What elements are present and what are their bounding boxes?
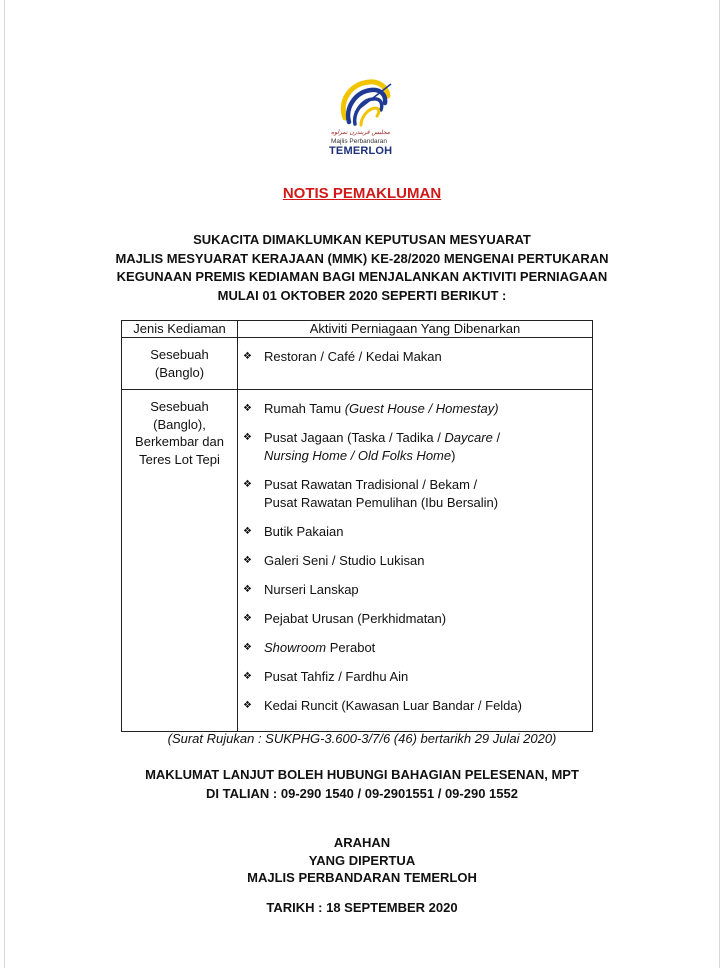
- column-header-activities: Aktiviti Perniagaan Yang Dibenarkan: [238, 321, 593, 338]
- signoff-line: YANG DIPERTUA: [308, 852, 416, 868]
- activities-cell: [238, 390, 593, 732]
- residence-type-line: (Banglo),: [153, 416, 206, 432]
- residence-type-cell: [122, 338, 238, 390]
- residence-type-line: (Banglo): [154, 364, 205, 380]
- intro-line: SUKACITA DIMAKLUMKAN KEPUTUSAN MESYUARAT: [193, 232, 531, 247]
- activity-item: [264, 523, 591, 541]
- activity-item: [264, 668, 591, 686]
- intro-line: MAJLIS MESYUARAT KERAJAAN (MMK) KE-28/2020 MENGENAI PERTUKARAN: [115, 250, 609, 266]
- activity-item: [264, 552, 591, 570]
- residence-type-line: Sesebuah: [150, 399, 209, 414]
- signoff-line: ARAHAN: [333, 835, 391, 850]
- business-activity-table: [121, 320, 593, 732]
- logo-name: TEMERLOH: [329, 145, 393, 157]
- activity-text: Showroom: [264, 640, 327, 655]
- activity-text: Pejabat Urusan (Perkhidmatan): [264, 611, 447, 626]
- signoff-line: MAJLIS PERBANDARAN TEMERLOH: [247, 870, 477, 885]
- activity-item: [264, 348, 591, 366]
- activity-text: Butik Pakaian: [264, 524, 344, 539]
- activity-text: Galeri Seni / Studio Lukisan: [264, 553, 425, 568]
- logo-subtitle: Majlis Perbandaran: [331, 138, 388, 145]
- reference-letter-note: (Surat Rujukan : SUKPHG-3.600-3/7/6 (46) bertarikh 29 Julai 2020): [167, 731, 557, 746]
- table-header-row: [122, 321, 593, 338]
- contact-line: DI TALIAN : 09-290 1540 / 09-2901551 / 09-290 1552: [206, 786, 518, 801]
- activity-text: Pusat Rawatan Pemulihan (Ibu Bersalin): [264, 495, 499, 510]
- activity-text: Kedai Runcit (Kawasan Luar Bandar / Felda): [264, 698, 522, 713]
- intro-line: MULAI 01 OKTOBER 2020 SEPERTI BERIKUT :: [217, 287, 507, 303]
- activity-item: [264, 581, 591, 599]
- council-logo: [323, 78, 409, 162]
- activity-text: Pusat Tahfiz / Fardhu Ain: [264, 669, 409, 684]
- activity-text: ): [451, 448, 456, 463]
- activity-text: (Guest House / Homestay): [344, 401, 499, 416]
- column-header-residence-type: Jenis Kediaman: [122, 321, 238, 338]
- table-row: [122, 390, 593, 732]
- activity-text: Restoran / Café / Kedai Makan: [264, 349, 442, 364]
- activity-item: [264, 639, 591, 657]
- activity-item: [264, 697, 591, 715]
- activity-text: Daycare: [444, 430, 493, 445]
- contact-line: MAKLUMAT LANJUT BOLEH HUBUNGI BAHAGIAN PELESENAN, MPT: [145, 767, 579, 782]
- residence-type-cell: [122, 390, 238, 732]
- intro-line: KEGUNAAN PREMIS KEDIAMAN BAGI MENJALANKAN AKTIVITI PERNIAGAAN: [116, 269, 608, 284]
- logo-emblem-icon: [335, 78, 397, 130]
- signoff-block: [5, 834, 719, 887]
- activity-item: [264, 476, 591, 512]
- notice-date: TARIKH : 18 SEPTEMBER 2020: [266, 900, 458, 915]
- activity-text: Nursing Home / Old Folks Home: [264, 448, 452, 463]
- notice-title: NOTIS PEMAKLUMAN: [282, 185, 442, 202]
- activities-cell: [238, 338, 593, 390]
- residence-type-line: Sesebuah: [150, 347, 209, 362]
- intro-paragraph: [5, 231, 719, 305]
- activity-item: [264, 429, 591, 465]
- activity-text: /: [492, 430, 501, 445]
- activity-item: [264, 400, 591, 418]
- activity-text: Nurseri Lanskap: [264, 582, 359, 597]
- activity-text: Pusat Jagaan (Taska / Tadika /: [264, 430, 445, 445]
- contact-info: [5, 765, 719, 803]
- residence-type-line: Berkembar dan: [135, 434, 224, 449]
- table-row: [122, 338, 593, 390]
- activity-item: [264, 610, 591, 628]
- logo-script-text: مجليس ڤربندرن تمرلوه: [331, 129, 390, 136]
- activity-text: Pusat Rawatan Tradisional / Bekam /: [264, 477, 478, 492]
- notice-page: [4, 0, 720, 968]
- activity-text: Rumah Tamu: [264, 401, 345, 416]
- residence-type-line: Teres Lot Tepi: [139, 451, 220, 467]
- activity-text: Perabot: [326, 640, 376, 655]
